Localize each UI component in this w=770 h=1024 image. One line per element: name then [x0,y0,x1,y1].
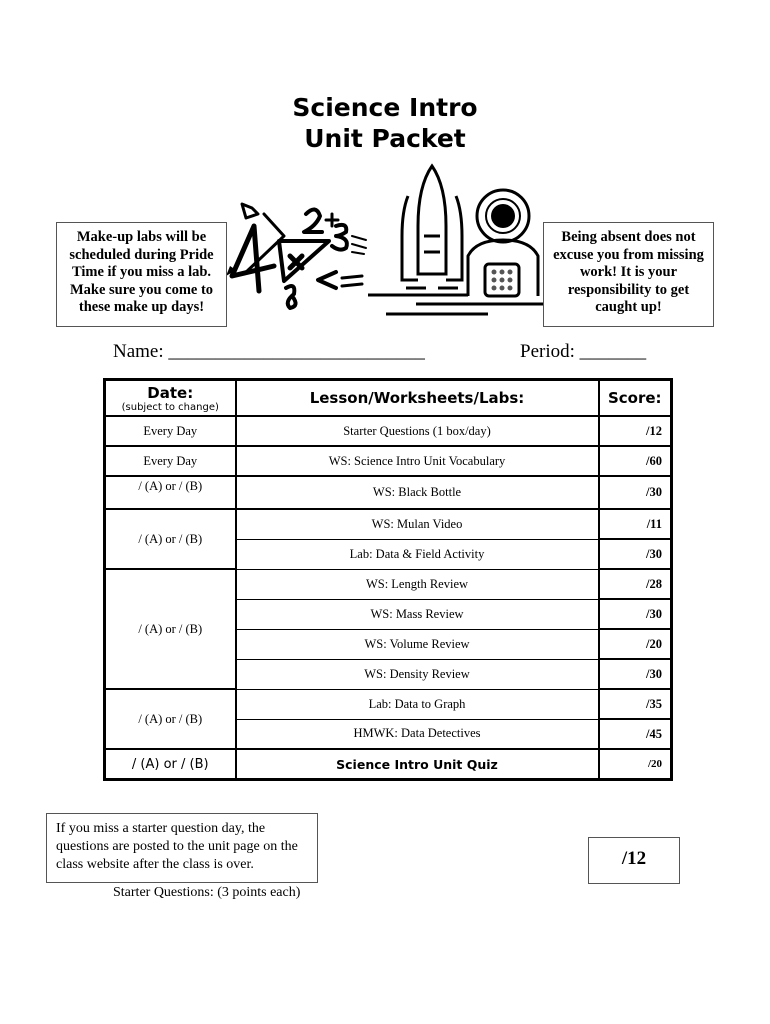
score-header: Score: [599,380,672,417]
table-row [105,749,672,780]
table-row [105,689,672,719]
score-cell: /45 [599,719,672,749]
score-cell: /30 [599,539,672,569]
score-cell: /20 [599,749,672,780]
lesson-cell: WS: Science Intro Unit Vocabulary [236,446,599,476]
lesson-cell: WS: Mass Review [236,599,599,629]
date-cell: / (A) or / (B) [105,509,236,569]
score-cell: /30 [599,476,672,509]
lesson-cell: WS: Mulan Video [236,509,599,539]
date-header [105,380,236,417]
score-cell: /28 [599,569,672,599]
absent-note: Being absent does not excuse you from missing work! It is your responsibility to get caught up! [543,222,714,327]
lesson-cell: HMWK: Data Detectives [236,719,599,749]
makeup-labs-note: Make-up labs will be scheduled during Pride Time if you miss a lab. Make sure you come to these make up days! [56,222,227,327]
table-row [105,509,672,539]
period-field[interactable]: Period: _______ [520,341,647,362]
lesson-cell: Lab: Data & Field Activity [236,539,599,569]
name-field[interactable]: Name: ___________________________ [113,341,425,362]
lesson-cell: Starter Questions (1 box/day) [236,416,599,446]
page-title [0,92,770,154]
score-cell: /35 [599,689,672,719]
lesson-cell: Lab: Data to Graph [236,689,599,719]
table-row [105,569,672,599]
date-cell: / (A) or / (B) [105,749,236,780]
score-cell: /11 [599,509,672,539]
math-symbols-clipart [224,196,374,314]
table-header-row [105,380,672,417]
date-cell: / (A) or / (B) [105,569,236,689]
date-cell: / (A) or / (B) [105,689,236,749]
starter-score-box: /12 [588,837,680,884]
lesson-cell: WS: Black Bottle [236,476,599,509]
starter-questions-label: Starter Questions: (3 points each) [113,885,301,900]
lesson-cell: WS: Density Review [236,659,599,689]
title-line-1: Science Intro [292,93,478,122]
date-header-label: Date: [147,383,194,402]
rocket-astronaut-clipart [368,156,550,316]
title-line-2: Unit Packet [304,124,466,153]
table-row [105,446,672,476]
date-cell: Every Day [105,416,236,446]
table-row [105,416,672,446]
missed-starter-note: If you miss a starter question day, the questions are posted to the unit page on the class website after the class is over. [46,813,318,883]
schedule-table [103,378,673,781]
lesson-cell: Science Intro Unit Quiz [236,749,599,780]
date-cell: / (A) or / (B) [105,476,236,509]
score-cell: /30 [599,659,672,689]
table-row [105,476,672,509]
score-cell: /20 [599,629,672,659]
date-header-subtitle: (subject to change) [121,401,219,413]
score-cell: /30 [599,599,672,629]
score-cell: /12 [599,416,672,446]
score-cell: /60 [599,446,672,476]
lesson-cell: WS: Volume Review [236,629,599,659]
lesson-header: Lesson/Worksheets/Labs: [236,380,599,417]
lesson-cell: WS: Length Review [236,569,599,599]
date-cell: Every Day [105,446,236,476]
